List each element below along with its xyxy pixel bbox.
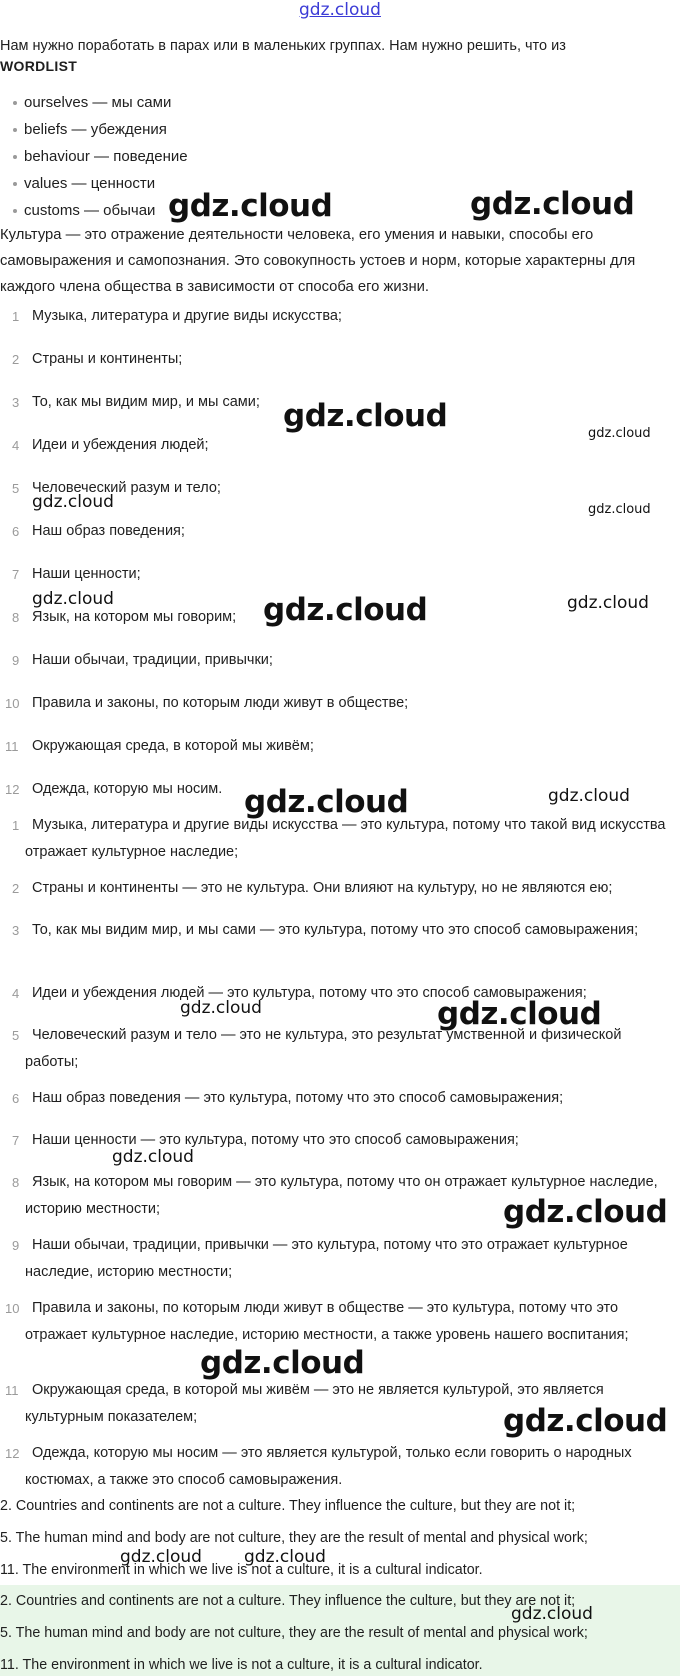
watermark: gdz.cloud [168, 188, 333, 224]
wordlist-item: beliefs — убеждения [0, 119, 188, 146]
watermark: gdz.cloud [263, 592, 428, 628]
list-item [0, 812, 680, 875]
watermark: gdz.cloud [503, 1194, 668, 1230]
item-number: 4 [12, 986, 20, 1001]
watermark: gdz.cloud [511, 1604, 593, 1624]
item-number: 6 [12, 524, 20, 539]
item-text: Правила и законы, по которым люди живут в обществе; [32, 695, 409, 711]
item-number: 8 [12, 610, 20, 625]
item-text: Человеческий разум и тело — это не культура, это результат умственной и физической работы; [25, 1027, 622, 1070]
item-text: Музыка, литература и другие виды искусства — это культура, потому что такой вид искусства отражает культурное наследие; [25, 817, 666, 860]
list-item [0, 917, 680, 980]
item-text: Наш образ поведения — это культура, потому что это способ самовыражения; [32, 1090, 564, 1106]
item-number: 1 [12, 309, 20, 324]
item-number: 9 [12, 1238, 20, 1253]
watermark: gdz.cloud [32, 589, 114, 609]
watermark: gdz.cloud [112, 1147, 194, 1167]
item-text: То, как мы видим мир, и мы сами — это культура, потому что это способ самовыражения; [32, 922, 639, 938]
watermark: gdz.cloud [503, 1403, 668, 1439]
list-item [0, 875, 680, 917]
watermark: gdz.cloud [548, 786, 630, 806]
watermark: gdz.cloud [244, 1547, 326, 1567]
item-text: Окружающая среда, в которой мы живём — это не является культурой, это является культурным показателем; [25, 1382, 604, 1425]
item-number: 10 [5, 696, 20, 711]
highlighted-answer-line: 2. Countries and continents are not a culture. They influence the culture, but they are not it; [0, 1593, 576, 1609]
item-text: Страны и континенты — это не культура. Они влияют на культуру, но не являются ею; [32, 880, 613, 896]
watermark: gdz.cloud [588, 502, 651, 517]
item-text: Идеи и убеждения людей — это культура, потому что это способ самовыражения; [32, 985, 587, 1001]
highlighted-answer-line: 11. The environment in which we live is not a culture, it is a cultural indicator. [0, 1657, 483, 1673]
list-item [0, 432, 680, 475]
watermark: gdz.cloud [32, 492, 114, 512]
wordlist-title: WORDLIST [0, 58, 78, 74]
item-text: Наши обычаи, традиции, привычки; [32, 652, 273, 668]
item-text: Язык, на котором мы говорим — это культура, потому что он отражает культурное наследие, историю местности; [25, 1174, 658, 1217]
item-text: Окружающая среда, в которой мы живём; [32, 738, 314, 754]
item-number: 5 [12, 1028, 20, 1043]
watermark: gdz.cloud [283, 398, 448, 434]
site-logo[interactable]: gdz.cloud [299, 0, 381, 20]
item-text: Наш образ поведения; [32, 523, 185, 539]
answer-line: 5. The human mind and body are not culture, they are the result of mental and physical work; [0, 1530, 588, 1546]
item-number: 7 [12, 567, 20, 582]
item-number: 2 [12, 881, 20, 896]
item-text: Язык, на котором мы говорим; [32, 609, 237, 625]
list-item [0, 1440, 680, 1488]
item-number: 4 [12, 438, 20, 453]
highlighted-answer-line: 5. The human mind and body are not culture, they are the result of mental and physical work; [0, 1625, 588, 1641]
item-number: 10 [5, 1301, 20, 1316]
watermark: gdz.cloud [437, 996, 602, 1032]
list-item [0, 303, 680, 346]
item-number: 1 [12, 818, 20, 833]
watermark: gdz.cloud [244, 784, 409, 820]
list-item [0, 733, 680, 776]
item-number: 9 [12, 653, 20, 668]
item-text: Идеи и убеждения людей; [32, 437, 209, 453]
wordlist-item: values — ценности [0, 173, 188, 200]
item-number: 11 [5, 739, 19, 754]
list-item [0, 1085, 680, 1127]
culture-definition: Культура — это отражение деятельности человека, его умения и навыки, способы его самовыражения и самопознания. Это совокупность устоев и норм, которые характерны для каждого члена общества в зависимости от способа его жизни. [0, 227, 636, 295]
list-item [0, 346, 680, 389]
list-item [0, 518, 680, 561]
wordlist-item: customs — обычаи [0, 200, 188, 227]
item-number: 2 [12, 352, 20, 367]
watermark: gdz.cloud [200, 1345, 365, 1381]
item-number: 7 [12, 1133, 20, 1148]
list-item [0, 647, 680, 690]
item-number: 11 [5, 1383, 19, 1398]
wordlist [0, 92, 188, 227]
list-item [0, 1127, 680, 1169]
item-number: 12 [5, 1446, 20, 1461]
item-text: Наши ценности — это культура, потому что это способ самовыражения; [32, 1132, 519, 1148]
wordlist-item: behaviour — поведение [0, 146, 188, 173]
item-number: 3 [12, 395, 20, 410]
item-text: Правила и законы, по которым люди живут в обществе — это культура, потому что это отражает культурное наследие, историю местности, а также уровень нашего воспитания; [25, 1300, 629, 1343]
item-number: 8 [12, 1175, 20, 1190]
topics-list [0, 303, 680, 819]
item-number: 3 [12, 923, 20, 938]
item-number: 6 [12, 1091, 20, 1106]
explained-items [0, 812, 680, 1488]
item-text: Одежда, которую мы носим — это является культурой, только если говорить о народных костюмах, а также это способ самовыражения. [25, 1445, 632, 1488]
list-item [0, 690, 680, 733]
list-item [0, 1232, 680, 1295]
item-number: 12 [5, 782, 20, 797]
item-text: То, как мы видим мир, и мы сами; [32, 394, 260, 410]
watermark: gdz.cloud [588, 426, 651, 441]
item-text: Музыка, литература и другие виды искусства; [32, 308, 342, 324]
wordlist-item: ourselves — мы сами [0, 92, 188, 119]
watermark: gdz.cloud [120, 1547, 202, 1567]
item-text: Наши обычаи, традиции, привычки — это культура, потому что это отражает культурное наследие, историю местности; [25, 1237, 628, 1280]
intro-text: Нам нужно поработать в парах или в маленьких группах. Нам нужно решить, что из [0, 38, 566, 54]
item-text: Человеческий разум и тело; [32, 480, 221, 496]
item-text: Страны и континенты; [32, 351, 183, 367]
watermark: gdz.cloud [567, 593, 649, 613]
item-number: 5 [12, 481, 20, 496]
watermark: gdz.cloud [180, 998, 262, 1018]
answer-line: 2. Countries and continents are not a culture. They influence the culture, but they are not it; [0, 1498, 576, 1514]
watermark: gdz.cloud [470, 186, 635, 222]
item-text: Одежда, которую мы носим. [32, 781, 223, 797]
item-text: Наши ценности; [32, 566, 141, 582]
answer-line: 11. The environment in which we live is not a culture, it is a cultural indicator. [0, 1562, 483, 1578]
